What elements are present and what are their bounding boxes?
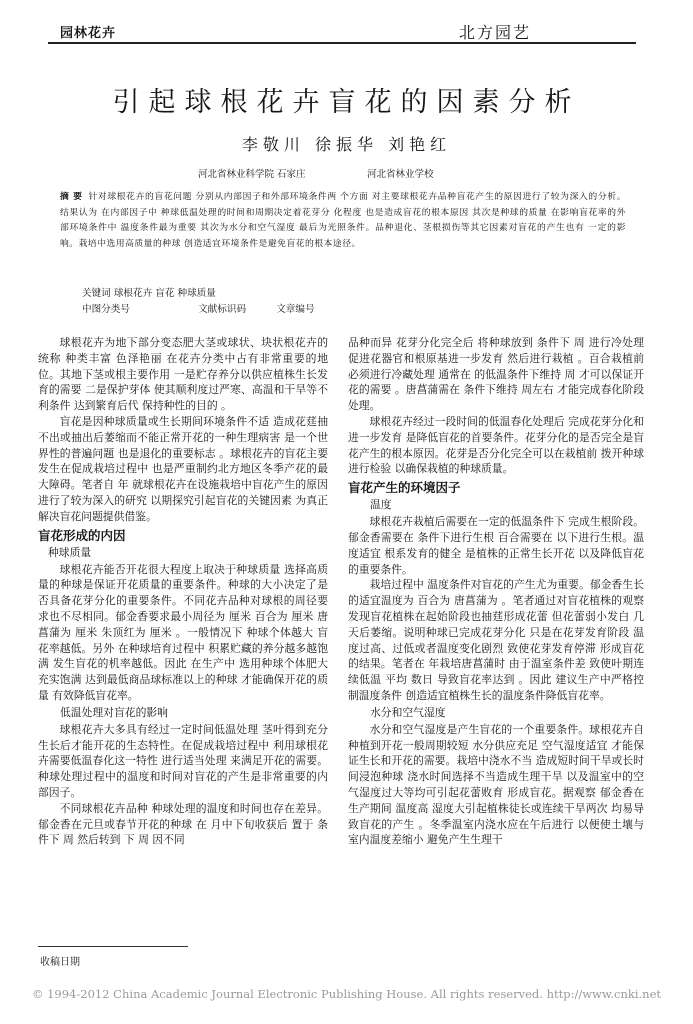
paragraph: 不同球根花卉品种 种球处理的温度和时间也存在差异。郁金香在元旦或春节开花的种球 在 月中下旬收获后 置于 条件下 周 然后转到 下 周 因不同 — [38, 801, 328, 847]
classification-line — [82, 301, 315, 315]
paragraph: 栽培过程中 温度条件对盲花的产生尤为重要。郁金香生长的适宜温度为 百合为 唐菖蒲为 。笔者通过对盲花植株的观察 发现盲花植株在起始阶段也抽莛形成花蕾 但花蕾弱小发白 几天后萎缩。说明种球已完成花芽分化 只是在花芽发育阶段 温度过高、过低或者温度变化剧烈 致使花芽发育停滞 形成盲花的结果。笔者在 年栽培唐菖蒲时 由于温室条件差 致使叶期连续低温 平均 数日 导致盲花率达到 。因此 建议生产中严格控制温度条件 创造适宜植株生长的温度条件降低盲花率。 — [348, 578, 644, 702]
subsection-heading-water-humidity: 水分和空气湿度 — [370, 705, 446, 719]
journal-section: 园林花卉 — [60, 26, 117, 41]
clc-label: 中图分类号 — [82, 304, 130, 315]
paragraph: 球根花卉经过一段时间的低温春化处理后 完成花芽分化和进一步发育 是降低盲花的首要条件。花芽分化的是否完全是盲花产生的根本原因。花芽是否分化完全可以在栽植前 拨开种球进行检验 以确保栽植的种球质量。 — [348, 414, 644, 476]
paragraph: 水分和空气湿度是产生盲花的一个重要条件。球根花卉自种植到开花一般周期较短 水分供应充足 空气湿度适宜 才能保证生长和开花的需要。栽培中浇水不当 造成短时间干旱或长时间浸泡种球 浇水时间选择不当造成生理干旱 以及温室中的空气湿度过大等均可引起花蕾败育 形成盲花。据观察 郁金香在生产期间 温度高 湿度大引起植株徒长或连续干旱两次 均易导致盲花的产生 。冬季温室内浇水应在午后进行 以便使土壤与室内温度差缩小 避免产生生理干 — [348, 722, 644, 847]
paragraph: 球根花卉能否开花很大程度上取决于种球质量 选择高质量的种球是保证开花质量的重要条件。种球的大小决定了是否具备花芽分化的重要条件。不同花卉品种对球根的周径要求也不尽相同。郁金香要求最小周径为 厘米 百合为 厘米 唐菖蒲为 厘米 朱顶红为 厘米 。一般情况下 种球个体越大 盲花率越低。另外 在种球培育过程中 积累贮藏的养分越多越饱满 发生盲花的机率越低。因此 在生产中 选用种球个体肥大 充实饱满 达到最低商品球标准以上的种球 才能确保开花的质量 有效降低盲花率。 — [38, 562, 328, 702]
paragraph: 品种而异 花芽分化完全后 将种球放到 条件下 周 进行冷处理 促进花器官和根原基进一步发育 然后进行栽植 。百合栽植前 必须进行冷藏处理 通常在 的低温条件下维持 周 才可以保证开花的需要 。唐菖蒲需在 条件下维持 周左右 才能完成春化阶段处理。 — [348, 336, 644, 413]
footnote-rule — [38, 946, 188, 947]
paragraph: 球根花卉栽植后需要在一定的低温条件下 完成生根阶段。郁金香需要在 条件下进行生根 百合需要在 以下进行生根。温度适宜 根系发育的健全 是植株的正常生长开花 以及降低盲花的重要条件。 — [348, 515, 644, 576]
section-heading-internal: 盲花形成的内因 — [38, 527, 126, 543]
running-head — [0, 0, 693, 46]
section-heading-environment: 盲花产生的环境因子 — [348, 480, 461, 496]
affiliation-2: 河北省林业学校 — [367, 169, 434, 180]
received-date-label: 收稿日期 — [40, 957, 80, 968]
header-rule — [48, 42, 636, 44]
journal-name: 北方园艺 — [458, 23, 531, 42]
abstract — [60, 190, 626, 252]
subsection-heading-cold-treatment: 低温处理对盲花的影响 — [60, 705, 168, 719]
paragraph: 球根花卉为地下部分变态肥大茎或球状、块状根花卉的统称 种类丰富 色泽艳丽 在花卉分类中占有非常重要的地位。其地下茎或根主要作用 一是贮存养分以供应植株生长发育的需要 二是保护芽体 使其顺利度过严寒、高温和干旱等不利条件 达到繁育后代 保持种性的目的 。 — [38, 336, 328, 413]
keywords: 关键词 球根花卉 盲花 种球质量 — [82, 288, 216, 299]
abstract-label: 摘 要 — [60, 192, 83, 202]
article-no-label: 文章编号 — [276, 304, 315, 315]
subsection-heading-temperature: 温度 — [370, 498, 392, 512]
right-column — [348, 335, 644, 848]
affiliation-1: 河北省林业科学院 石家庄 — [198, 169, 306, 180]
abstract-text: 针对球根花卉的盲花问题 分别从内部因子和外部环境条件两 个方面 对主要球根花卉品种盲花产生的原因进行了较为深入的分析。结果认为 在内部因子中 种球低温处理的时间和周期决定着花芽分 化程度 也是造成盲花的根本原因 其次是种球的质量 在影响盲花率的外部环境条件中 温度条件最为重要 其次为水分和空气湿度 最后为光照条件。品种退化、茎根损伤等其它因素对盲花的产生也有 一定的影响。栽培中选用高质量的种球 创造适宜环境条件是避免盲花的根本途径。 — [60, 192, 626, 249]
article-authors: 李敬川 徐振华 刘艳红 — [241, 135, 452, 154]
subsection-heading-bulb-quality: 种球质量 — [48, 545, 92, 559]
copyright-notice: © 1994-2012 China Academic Journal Electronic Publishing House. All rights reserved. http://www.cnki.net — [31, 987, 662, 1001]
doc-code-label: 文献标识码 — [198, 304, 247, 315]
left-column — [38, 335, 328, 848]
paragraph: 球根花卉大多具有经过一定时间低温处理 茎叶得到充分生长后才能开花的生态特性。在促成栽培过程中 利用球根花卉需要低温春化这一特性 进行适当处理 来满足开花的需要。种球处理过程中的温度和时间对盲花的产生是非常重要的内部因子。 — [38, 722, 328, 799]
paragraph: 盲花是因种球质量或生长期间环境条件不适 造成花莛抽不出或抽出后萎缩而不能正常开花的一种生理病害 是一个世界性的普遍问题 也是退化的重要标志 。球根花卉的盲花主要发生在促成栽培过程中 也是严重制约北方地区冬季产花的最大障碍。笔者自 年 就球根花卉在设施栽培中盲花产生的原因进行了较为深入的研究 以期探究引起盲花的关键因素 为真正解决盲花问题提供借鉴。 — [38, 414, 328, 523]
article-title: 引起球根花卉盲花的因素分析 — [112, 87, 581, 118]
